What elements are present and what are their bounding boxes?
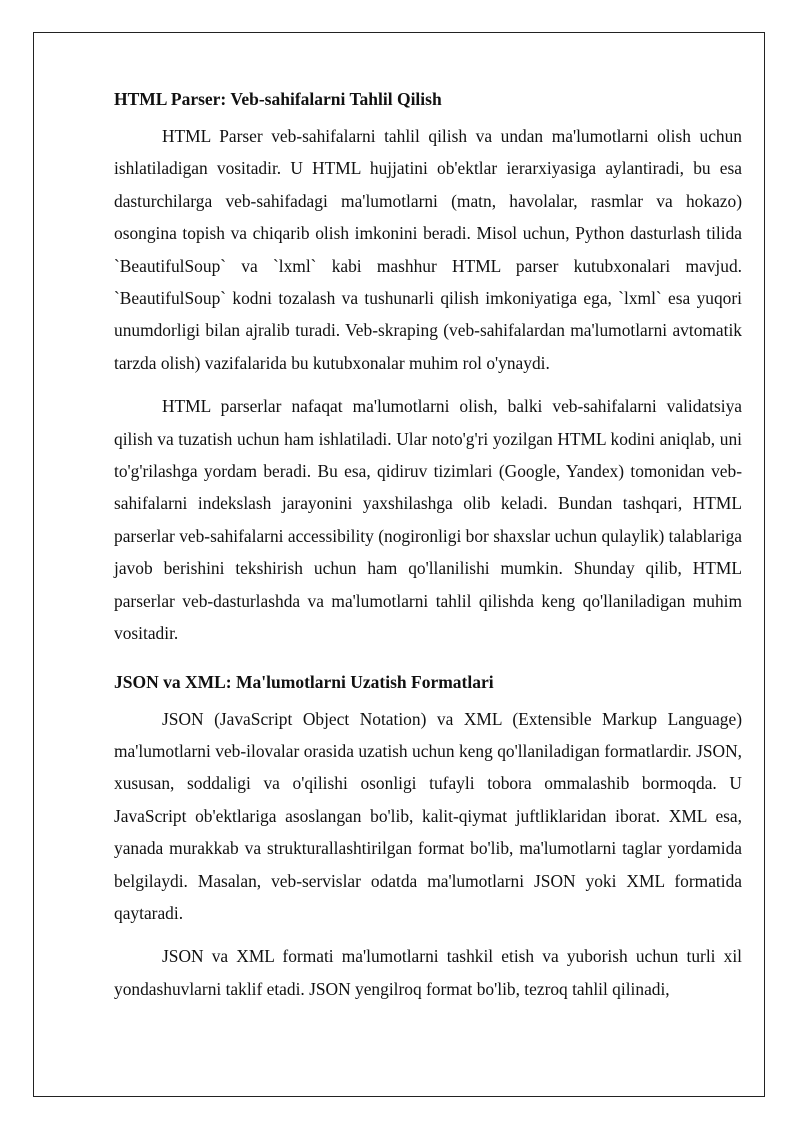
section-heading-json-xml: JSON va XML: Ma'lumotlarni Uzatish Formatlari (114, 671, 494, 692)
paragraph-html-parser-1: HTML Parser veb-sahifalarni tahlil qilish va undan ma'lumotlarni olish uchun ishlatiladigan vositadir. U HTML hujjatini ob'ektlar ierarxiyasiga aylantiradi, bu esa dasturchilarga veb-sahifadagi ma'lumotlarni (matn, havolalar, rasmlar va hokazo) osongina topish va chiqarib olish imkonini beradi. Misol uchun, Python dasturlash tilida `BeautifulSoup` va `lxml` kabi mashhur HTML parser kutubxonalari mavjud. `BeautifulSoup` kodni tozalash va tushunarli qilish imkoniyatiga ega, `lxml` esa yuqori unumdorligi bilan ajralib turadi. Veb-skraping (veb-sahifalardan ma'lumotlarni avtomatik tarzda olish) vazifalarida bu kutubxonalar muhim rol o'ynaydi. (114, 126, 742, 373)
section-spacer (114, 661, 742, 670)
paragraph-json-xml-1: JSON (JavaScript Object Notation) va XML (Extensible Markup Language) ma'lumotlarni veb-ilovalar orasida uzatish uchun keng qo'llaniladigan formatlardir. JSON, xususan, soddaligi va o'qilishi osonligi tufayli tobora ommalashib bormoqda. U JavaScript ob'ektlariga asoslangan bo'lib, kalit-qiymat juftliklaridan iborat. XML esa, yanada murakkab va strukturallashtirilgan format bo'lib, ma'lumotlarni taglar yordamida belgilaydi. Masalan, veb-servislar odatda ma'lumotlarni JSON yoki XML formatida qaytaradi. (114, 708, 742, 923)
paragraph-json-xml-2: JSON va XML formati ma'lumotlarni tashkil etish va yuborish uchun turli xil yondashuvlarni taklif etadi. JSON yengilroq format bo'lib, tezroq tahlil qilinadi, (114, 946, 742, 999)
paragraph-html-parser-2: HTML parserlar nafaqat ma'lumotlarni olish, balki veb-sahifalarni validatsiya qilish va tuzatish uchun ham ishlatiladi. Ular noto'g'ri yozilgan HTML kodini aniqlab, uni to'g'rilashga yordam beradi. Bu esa, qidiruv tizimlari (Google, Yandex) tomonidan veb-sahifalarni indekslash jarayonini yaxshilashga olib keladi. Bundan tashqari, HTML parserlar veb-sahifalarni accessibility (nogironligi bor shaxslar uchun qulaylik) talablariga javob berishini tekshirish uchun ham qo'llanilishi mumkin. Shunday qilib, HTML parserlar veb-dasturlashda va ma'lumotlarni tahlil qilishda keng qo'llaniladigan muhim vositadir. (114, 396, 742, 644)
document-body (114, 87, 742, 1016)
section-heading-html-parser: HTML Parser: Veb-sahifalarni Tahlil Qilish (114, 89, 442, 109)
